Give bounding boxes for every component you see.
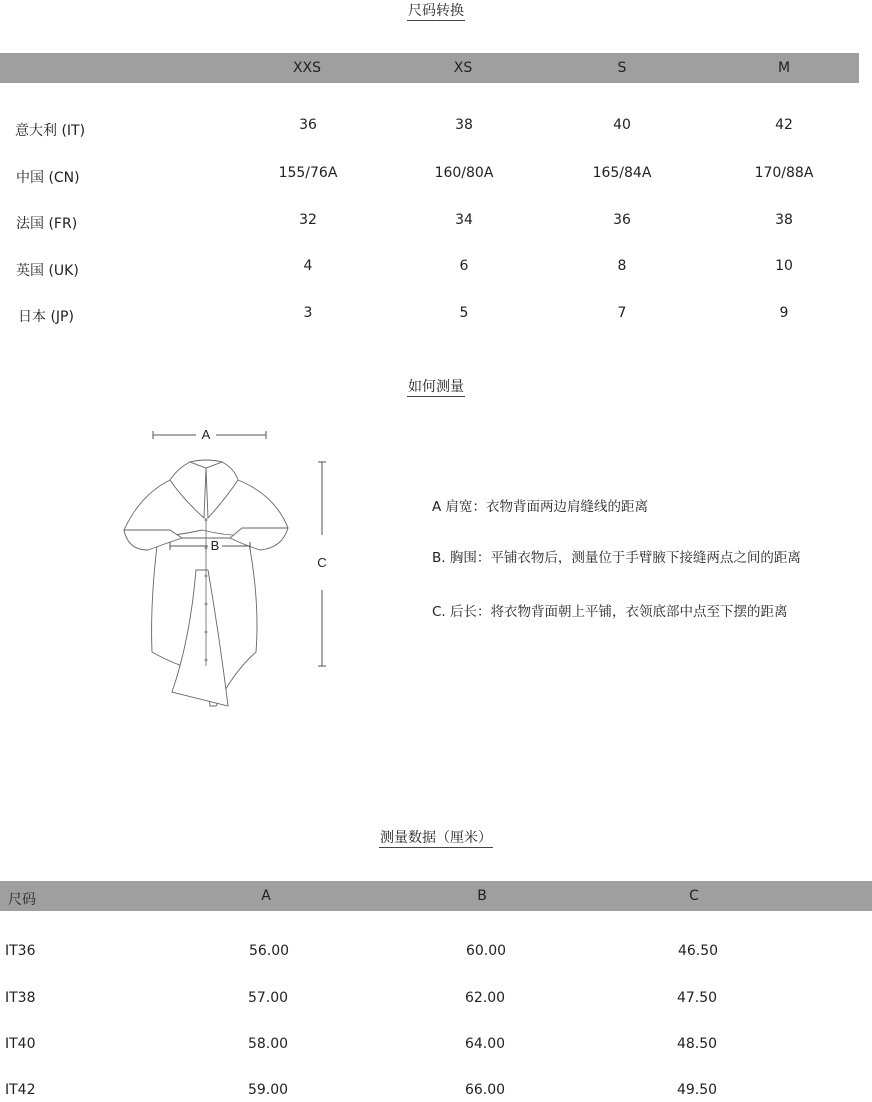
header-size: 尺码 [8,892,36,908]
row-value: 10 [775,258,793,274]
row-value: 42 [775,117,793,133]
conversion-title: 尺码转换 [408,3,464,19]
header-c: C [689,888,699,904]
row-a: 58.00 [247,1036,289,1052]
row-value: 40 [613,117,631,133]
size-header-s: S [617,60,627,76]
row-value: 8 [617,258,627,274]
row-a: 56.00 [248,943,290,959]
row-value: 36 [299,117,317,133]
row-value: 9 [779,305,789,321]
row-value: 38 [775,212,793,228]
header-a: A [261,888,271,904]
row-label: 中国 (CN) [16,170,80,186]
howto-title: 如何测量 [408,379,464,395]
row-value: 38 [455,117,473,133]
label-b: B [210,538,220,553]
row-b: 64.00 [464,1036,506,1052]
row-label: 日本 (JP) [18,309,74,325]
row-c: 47.50 [676,990,718,1006]
row-b: 60.00 [465,943,507,959]
row-c: 49.50 [676,1082,718,1098]
legend-a: A 肩宽：衣物背面两边肩缝线的距离 [432,499,649,515]
conversion-header-band [0,53,859,83]
size-header-m: M [777,60,791,76]
row-value: 155/76A [278,165,338,181]
label-a: A [201,427,211,442]
row-value: 160/80A [434,165,494,181]
row-label: 意大利 (IT) [15,123,86,139]
row-value: 165/84A [592,165,652,181]
size-header-xs: XS [453,60,473,76]
row-size: IT42 [5,1082,36,1098]
row-size: IT40 [5,1036,36,1052]
row-a: 57.00 [247,990,289,1006]
shirt-diagram [110,420,350,720]
row-value: 6 [459,258,469,274]
row-value: 170/88A [754,165,814,181]
row-value: 32 [299,212,317,228]
measurements-title: 测量数据（厘米） [380,830,492,846]
row-c: 46.50 [677,943,719,959]
row-value: 4 [303,258,313,274]
row-label: 法国 (FR) [16,216,78,232]
row-value: 7 [617,305,627,321]
size-header-xxs: XXS [292,60,322,76]
legend-b: B. 胸围：平铺衣物后，测量位于手臂腋下接缝两点之间的距离 [432,550,801,566]
row-c: 48.50 [676,1036,718,1052]
header-b: B [477,888,487,904]
row-size: IT38 [5,990,36,1006]
row-value: 5 [459,305,469,321]
label-c: C [317,555,327,570]
row-value: 34 [455,212,473,228]
row-size: IT36 [5,943,36,959]
measurements-header-band [0,881,872,911]
legend-c: C. 后长：将衣物背面朝上平铺，衣领底部中点至下摆的距离 [432,604,788,620]
row-a: 59.00 [247,1082,289,1098]
row-value: 3 [303,305,313,321]
row-b: 66.00 [464,1082,506,1098]
row-value: 36 [613,212,631,228]
row-b: 62.00 [464,990,506,1006]
row-label: 英国 (UK) [16,263,79,279]
